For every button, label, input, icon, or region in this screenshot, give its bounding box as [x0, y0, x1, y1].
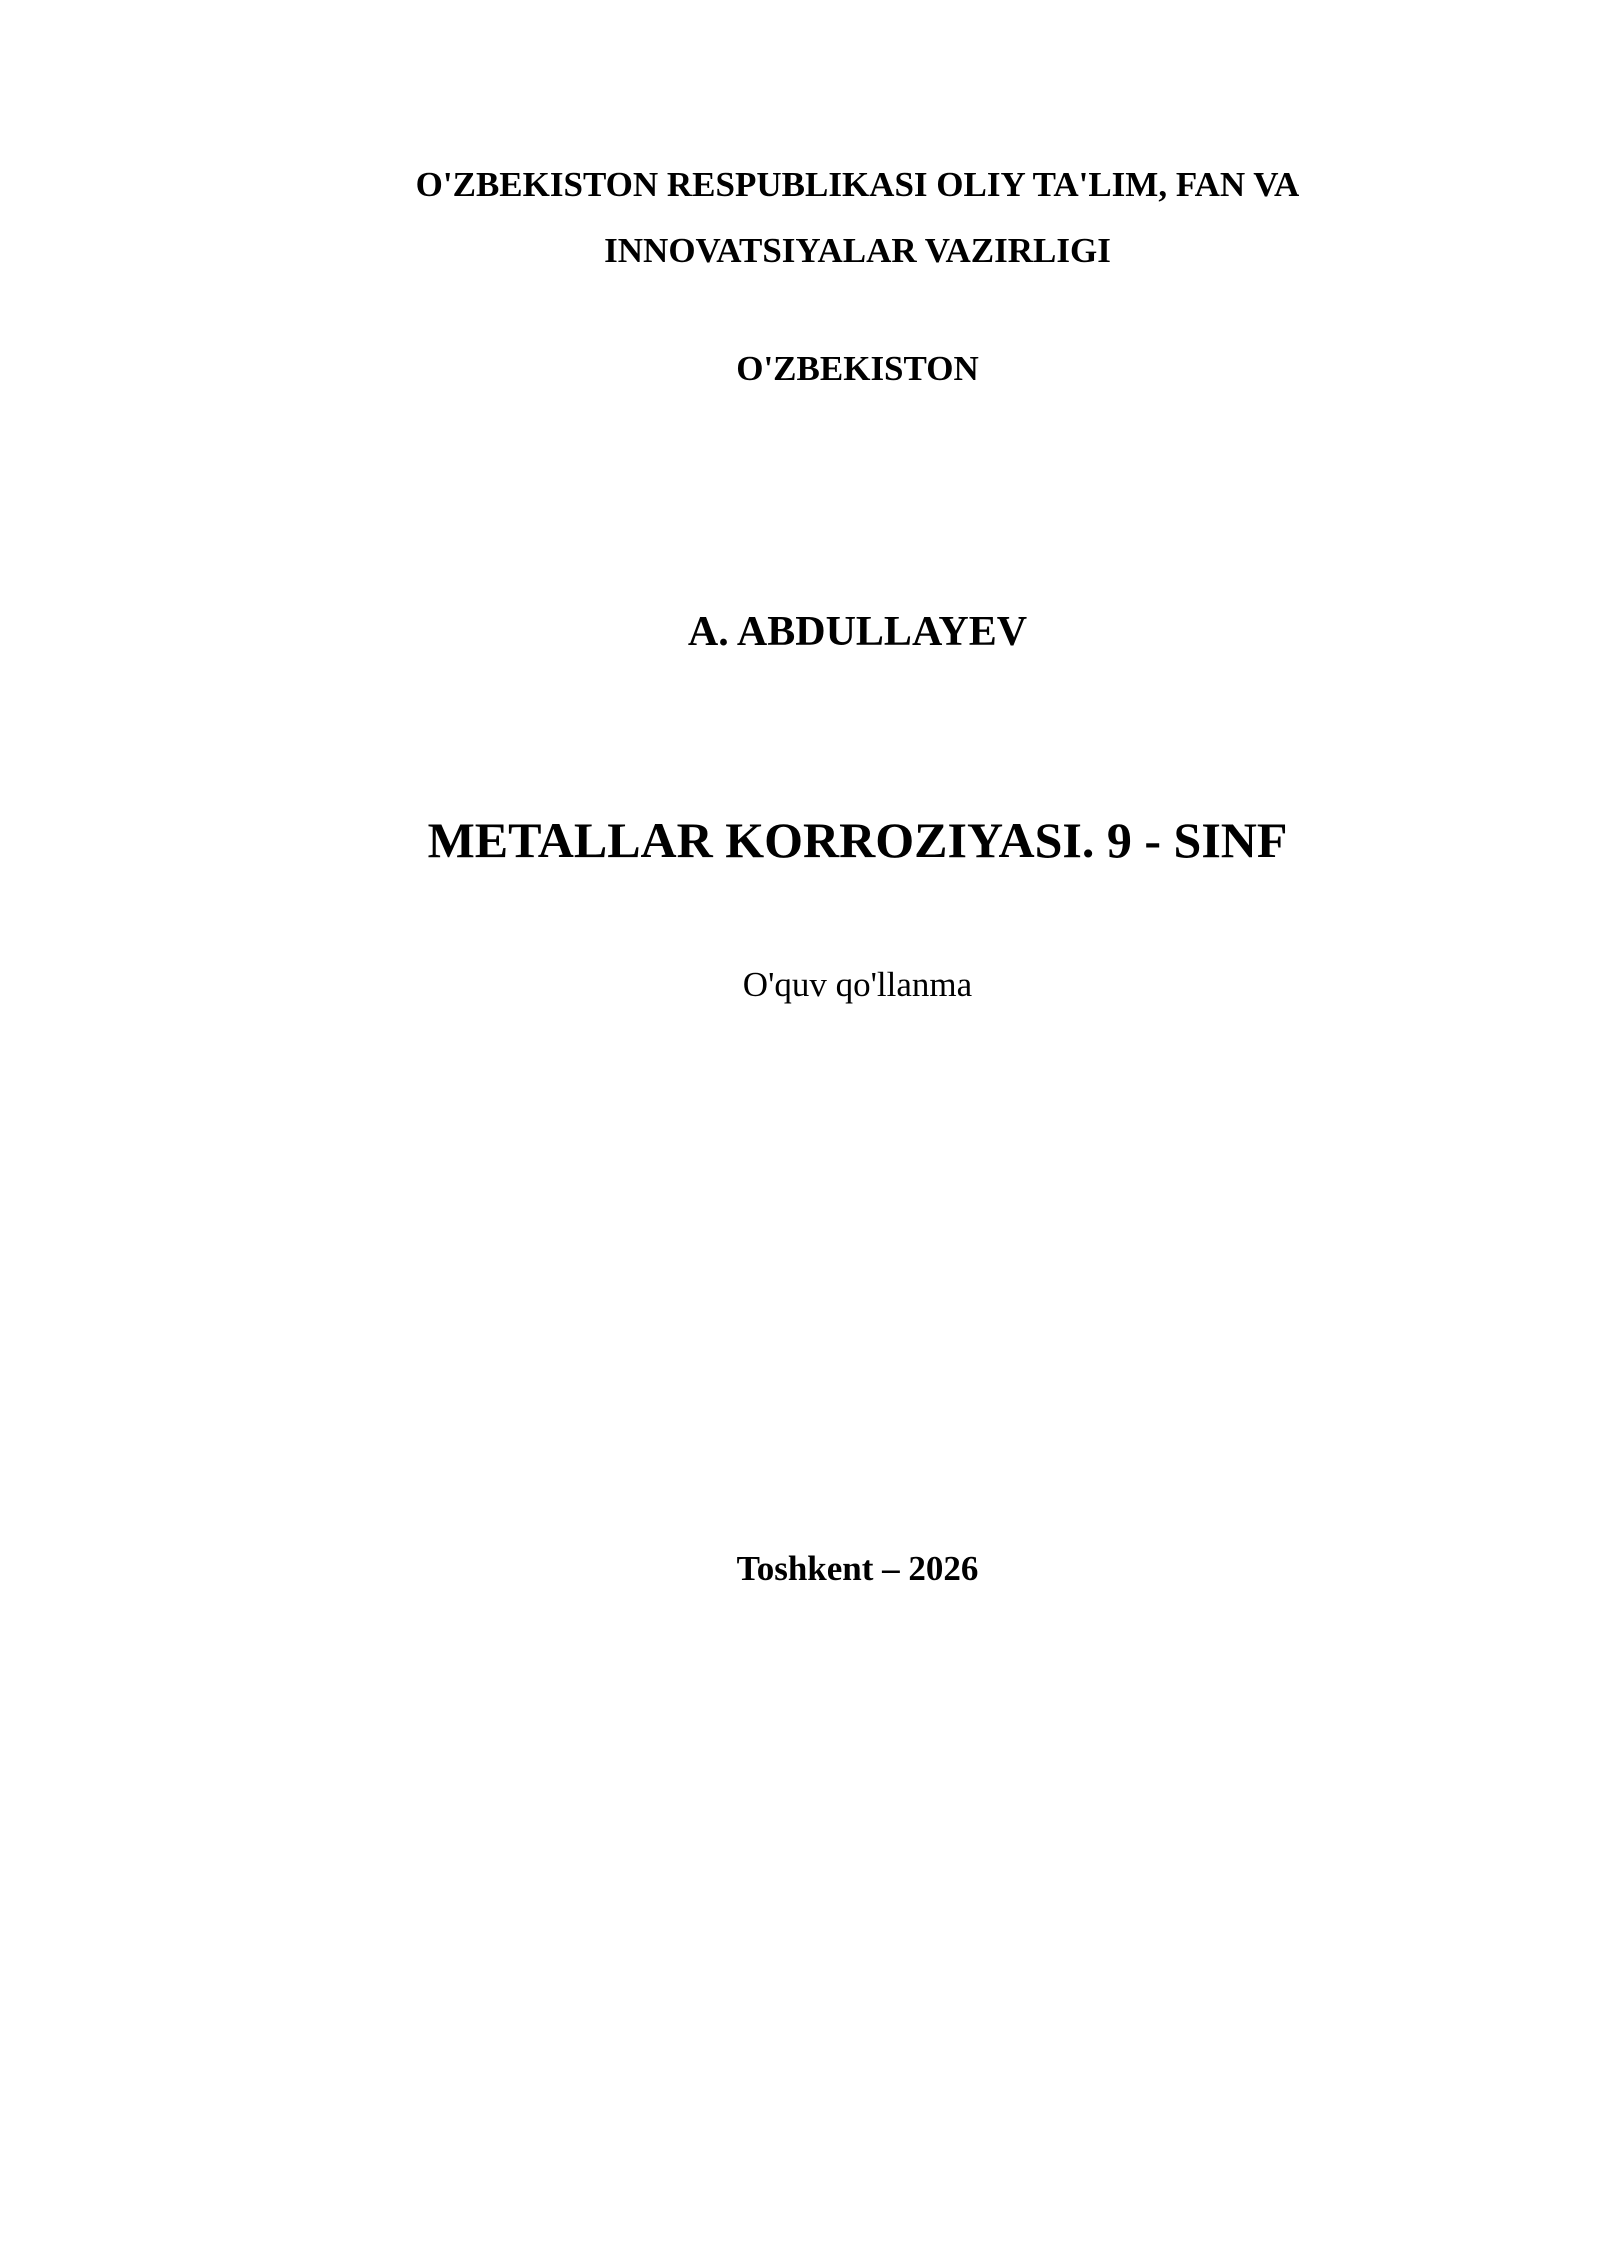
ministry-heading: [355, 152, 1360, 284]
country-heading: O'ZBEKISTON: [736, 349, 979, 388]
ministry-heading-line-2: INNOVATSIYALAR VAZIRLIGI: [604, 231, 1111, 270]
author-name: A. ABDULLAYEV: [687, 609, 1028, 655]
ministry-heading-line-1: O'ZBEKISTON RESPUBLIKASI OLIY TA'LIM, FAN VA: [415, 165, 1300, 204]
document-subtitle: O'quv qo'llanma: [742, 965, 973, 1004]
place-and-year: Toshkent – 2026: [736, 1549, 979, 1588]
document-title: METALLAR KORROZIYASI. 9 - SINF: [427, 812, 1288, 868]
